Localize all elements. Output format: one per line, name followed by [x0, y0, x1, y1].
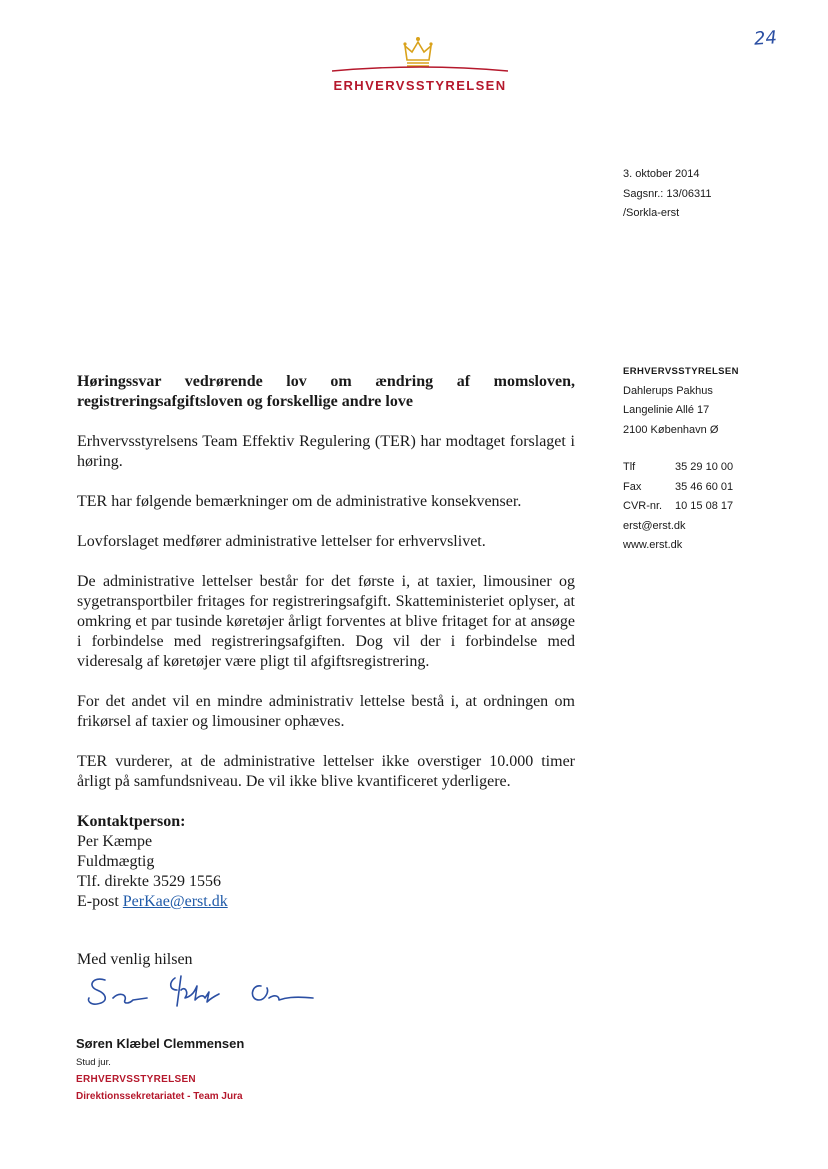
sender-address-sidebar	[623, 362, 739, 556]
contact-title: Fuldmægtig	[77, 853, 155, 870]
date-block	[623, 165, 711, 224]
sidebar-email: erst@erst.dk	[623, 519, 686, 532]
contact-label: CVR-nr.	[623, 500, 663, 512]
body-paragraph: TER har følgende bemærkninger om de administrative konsekvenser.	[77, 493, 522, 510]
contact-email-link[interactable]: PerKae@erst.dk	[122, 893, 228, 910]
signer-department: Direktionssekretariatet - Team Jura	[76, 1091, 243, 1102]
body-paragraph: TER vurderer, at de administrative lettelser ikke overstiger 10.000 timer årligt på samfundsniveau. De vil ikke blive kvantificeret yderligere.	[77, 753, 575, 790]
body-paragraph: For det andet vil en mindre administrativ lettelse bestå i, at ordningen om frikørsel af taxier og limousiner ophæves.	[77, 693, 575, 730]
contact-label: Fax	[623, 480, 642, 493]
body-paragraph: Lovforslaget medfører administrative lettelser for erhvervslivet.	[77, 533, 486, 550]
handwritten-signature	[85, 968, 325, 1016]
contact-value: 35 29 10 00	[675, 461, 734, 473]
sidebar-org-name: ERHVERVSSTYRELSEN	[623, 366, 739, 377]
spacer	[623, 440, 739, 458]
signer-name: Søren Klæbel Clemmensen	[76, 1036, 245, 1051]
signer-organization: ERHVERVSSTYRELSEN	[76, 1074, 196, 1085]
reference: /Sorkla-erst	[623, 207, 680, 219]
case-number: Sagsnr.: 13/06311	[623, 187, 712, 200]
contact-value: 35 46 60 01	[675, 480, 734, 493]
body-paragraph: De administrative lettelser består for det første i, at taxier, limousiner og sygetransportbiler fritages for registreringsafgift. Skatteministeriet oplyser, at omkring et par tusinde køretøjer årligt forventes at blive fritaget for at ansøge i forbindelse med registreringsafgiften. Dog vil der i forbindelse med videresalg af køretøjer være pligt til afgiftsregistrering.	[77, 573, 575, 670]
letter-subject: Høringssvar vedrørende lov om ændring af momsloven, registreringsafgiftsloven og forskellige andre love	[77, 373, 575, 410]
sidebar-website: www.erst.dk	[623, 539, 683, 551]
contact-heading: Kontaktperson:	[77, 813, 186, 830]
body-paragraph: Erhvervsstyrelsens Team Effektiv Regulering (TER) har modtaget forslaget i høring.	[77, 433, 575, 470]
closing-greeting: Med venlig hilsen	[77, 951, 193, 968]
contact-row-phone	[623, 458, 739, 478]
letter-body	[77, 372, 575, 970]
address-line-2: Langelinie Allé 17	[623, 404, 710, 416]
contact-label: Tlf	[623, 461, 636, 473]
contact-email-line	[77, 892, 575, 912]
contact-row-fax	[623, 478, 739, 498]
signer-block	[76, 1036, 244, 1102]
contact-person-block	[77, 812, 575, 912]
address-line-1: Dahlerups Pakhus	[623, 384, 713, 397]
letter-date: 3. oktober 2014	[623, 168, 700, 180]
address-line-3: 2100 København Ø	[623, 423, 719, 436]
contact-value: 10 15 08 17	[675, 500, 734, 512]
contact-row-cvr	[623, 497, 739, 517]
email-prefix: E-post	[77, 893, 123, 910]
signer-title: Stud jur.	[76, 1057, 111, 1068]
logo-divider-line	[332, 65, 508, 73]
contact-phone: Tlf. direkte 3529 1556	[77, 873, 221, 890]
contact-name: Per Kæmpe	[77, 833, 153, 850]
org-logo-text: ERHVERVSSTYRELSEN	[333, 78, 507, 93]
handwritten-page-number: 24	[753, 27, 778, 50]
